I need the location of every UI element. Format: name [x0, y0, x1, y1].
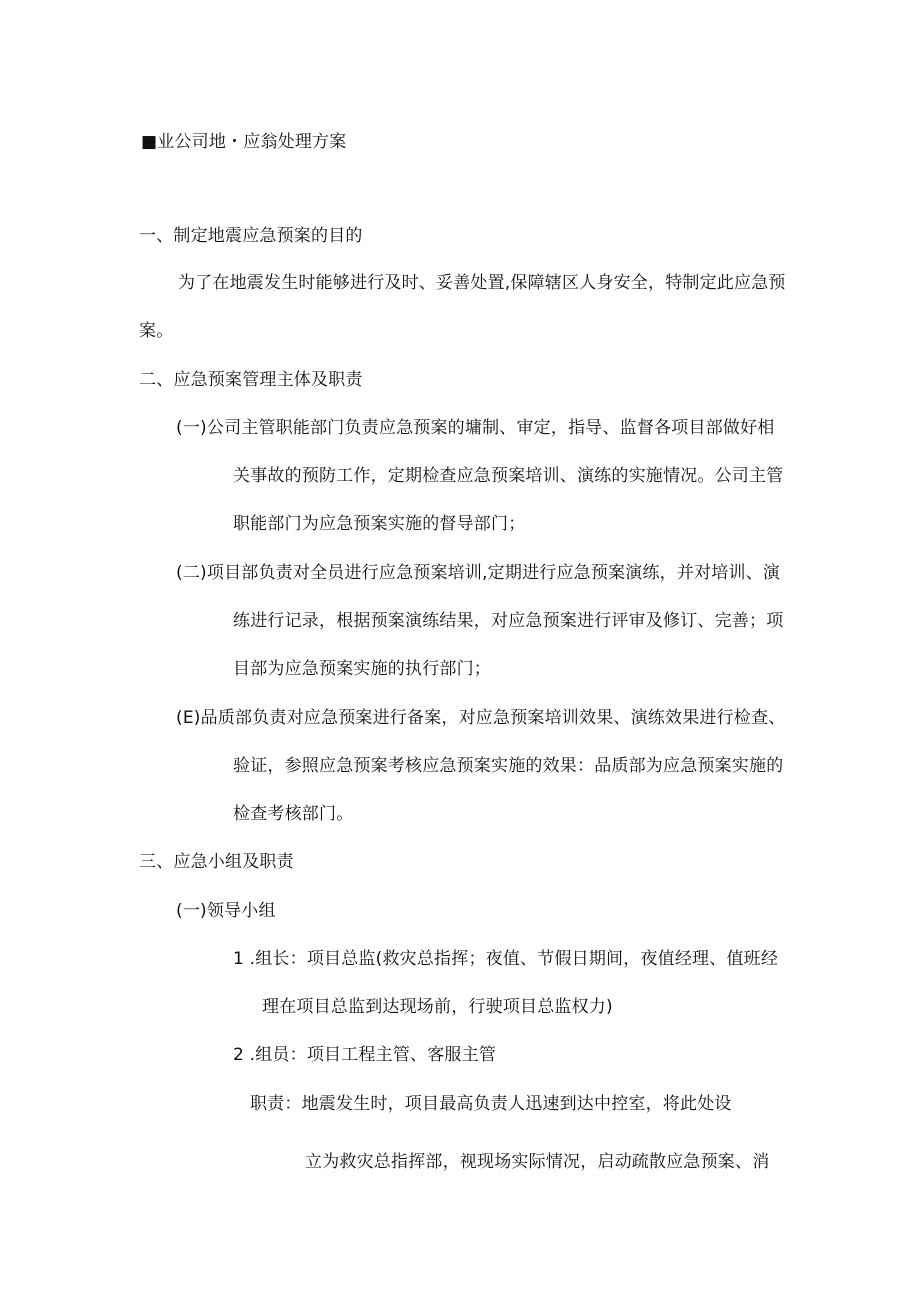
section-1-paragraph-line-1: 为了在地震发生时能够进行及时、妥善处置,保障辖区人身安全，特制定此应急预 — [178, 273, 786, 293]
document-title: ■业公司地・应翁处理方案 — [141, 132, 347, 152]
section-2-item-3-line-2: 验证，参照应急预案考核应急预案实施的效果：品质部为应急预案实施的 — [233, 756, 784, 776]
section-2-item-1-line-3: 职能部门为应急预案实施的督导部门； — [233, 514, 526, 534]
section-3-point-2: 2 .组员：项目工程主管、客服主管 — [233, 1045, 497, 1065]
section-1-paragraph-line-2: 案。 — [139, 321, 174, 341]
section-2-item-2-line-1: (二)项目部负责对全员进行应急预案培训,定期进行应急预案演练，并对培训、演 — [176, 563, 781, 583]
section-1-heading: 一、制定地震应急预案的目的 — [139, 226, 363, 246]
section-3-heading: 三、应急小组及职责 — [139, 852, 294, 872]
section-2-item-1-line-2: 关事故的预防工作，定期检查应急预案培训、演练的实施情况。公司主管 — [233, 466, 784, 486]
section-2-heading: 二、应急预案管理主体及职责 — [139, 370, 363, 390]
section-3-point-1-line-2: 理在项目总监到达现场前，行驶项目总监权力) — [262, 997, 613, 1017]
section-3-point-1-line-1: 1 .组长：项目总监(救灾总指挥；夜值、节假日期间，夜值经理、值班经 — [233, 949, 779, 969]
section-2-item-3-line-1: (E)品质部负责对应急预案进行备案，对应急预案培训效果、演练效果进行检查、 — [176, 708, 786, 728]
section-3-subheading-1: (一)领导小组 — [176, 901, 276, 921]
section-2-item-1-line-1: (一)公司主管职能部门负责应急预案的墉制、审定，指导、监督各项目部做好相 — [176, 418, 775, 438]
section-2-item-2-line-3: 目部为应急预案实施的执行部门； — [233, 659, 491, 679]
section-3-duty-line-1: 职责：地震发生时，项目最高负责人迅速到达中控室，将此处设 — [250, 1094, 732, 1114]
section-2-item-2-line-2: 练进行记录，根据预案演练结果，对应急预案进行评审及修订、完善；项 — [233, 611, 784, 631]
section-2-item-3-line-3: 检查考核部门。 — [233, 804, 354, 824]
section-3-duty-line-2: 立为救灾总指挥部，视现场实际情况，启动疏散应急预案、消 — [305, 1152, 770, 1172]
